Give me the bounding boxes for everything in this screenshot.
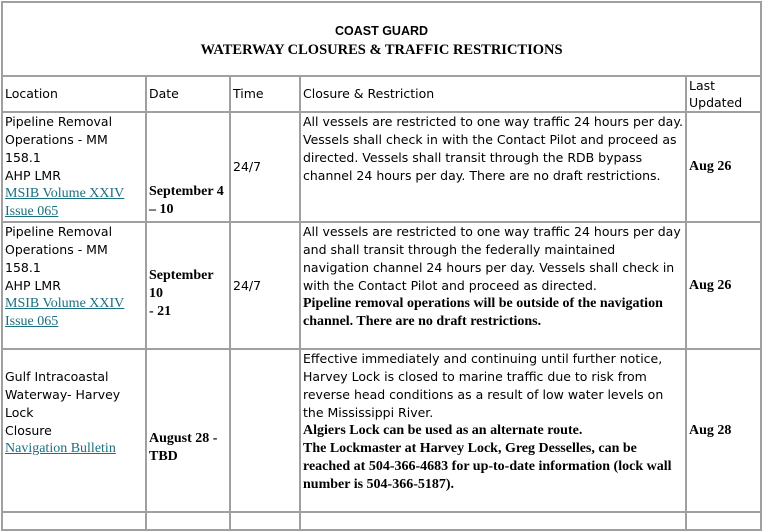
empty-row xyxy=(2,512,761,530)
date-line: TBD xyxy=(149,448,178,464)
location-line: AHP LMR xyxy=(5,278,61,293)
closure-cell xyxy=(300,349,686,512)
date-line: - 21 xyxy=(149,303,172,319)
date-line: – 10 xyxy=(149,202,174,217)
updated-cell: Aug 28 xyxy=(686,349,761,512)
column-header-date: Date xyxy=(146,76,230,112)
navigation-bulletin-link[interactable] xyxy=(5,440,143,458)
link-line: Issue 065 xyxy=(5,314,59,329)
link-line: Issue 065 xyxy=(5,204,59,219)
closure-text: Effective immediately and continuing until further notice, Harvey Lock is closed to marine traffic due to risk from reverse head conditions as a result of low water levels on the Mississippi River. xyxy=(303,351,664,420)
msib-link[interactable] xyxy=(5,295,143,331)
closure-text: All vessels are restricted to one way traffic 24 hours per day and shall transit through the federally maintained navigation channel 24 hours per day. Vessels shall check in with the Contact Pilot and proceed as directed. xyxy=(303,224,681,293)
date-line: August 28 - xyxy=(149,430,218,446)
closure-note: Pipeline removal operations will be outside of the navigation channel. There are no draft restrictions. xyxy=(303,296,663,329)
time-cell: 24/7 xyxy=(230,112,300,222)
column-header-updated-line2: Updated xyxy=(689,95,743,110)
date-cell xyxy=(146,222,230,349)
title-cell xyxy=(2,2,761,76)
time-cell xyxy=(230,349,300,512)
closure-contact: The Lockmaster at Harvey Lock, Greg Desselles, can be reached at 504-366-4683 for up-to-date information (lock wall number is 504-366-5187). xyxy=(303,441,672,492)
empty-cell xyxy=(146,512,230,530)
column-header-time: Time xyxy=(230,76,300,112)
time-cell: 24/7 xyxy=(230,222,300,349)
closures-table-container xyxy=(1,1,760,492)
updated-cell: Aug 26 xyxy=(686,112,761,222)
header-row xyxy=(2,76,761,112)
title-row xyxy=(2,2,761,76)
link-line: Navigation Bulletin xyxy=(5,441,116,456)
empty-cell xyxy=(300,512,686,530)
location-line: Pipeline Removal xyxy=(5,114,113,129)
column-header-closure: Closure & Restriction xyxy=(300,76,686,112)
link-line: MSIB Volume XXIV xyxy=(5,296,125,311)
updated-cell: Aug 26 xyxy=(686,222,761,349)
table-row xyxy=(2,112,761,222)
location-line: AHP LMR xyxy=(5,168,61,183)
location-line: Pipeline Removal xyxy=(5,224,113,239)
closure-note: Algiers Lock can be used as an alternate route. xyxy=(303,423,583,438)
closure-cell xyxy=(300,112,686,222)
closure-text: All vessels are restricted to one way traffic 24 hours per day. Vessels shall check in with the Contact Pilot and proceed as directed. Vessels shall transit through the RDB bypass channel 24 hours per day. There are no draft restrictions. xyxy=(303,114,683,183)
location-line: Operations - MM 158.1 xyxy=(5,242,108,275)
table-row xyxy=(2,222,761,349)
column-header-updated xyxy=(686,76,761,112)
date-cell xyxy=(146,112,230,222)
column-header-location: Location xyxy=(2,76,146,112)
page-title: WATERWAY CLOSURES & TRAFFIC RESTRICTIONS xyxy=(200,42,563,58)
location-line: Closure xyxy=(5,423,52,438)
msib-link[interactable] xyxy=(5,185,143,221)
closure-cell xyxy=(300,222,686,349)
date-cell xyxy=(146,349,230,512)
location-cell xyxy=(2,222,146,349)
column-header-updated-line1: Last xyxy=(689,78,716,93)
closures-table xyxy=(1,1,762,531)
table-row xyxy=(2,349,761,512)
org-heading: COAST GUARD xyxy=(334,24,429,38)
location-line: Gulf Intracoastal xyxy=(5,369,109,384)
empty-cell xyxy=(230,512,300,530)
empty-cell xyxy=(2,512,146,530)
location-line: Operations - MM 158.1 xyxy=(5,132,108,165)
empty-cell xyxy=(686,512,761,530)
location-line: Waterway- Harvey Lock xyxy=(5,387,121,420)
date-line: September 4 xyxy=(149,184,224,199)
location-cell xyxy=(2,112,146,222)
location-cell xyxy=(2,349,146,512)
link-line: MSIB Volume XXIV xyxy=(5,186,125,201)
date-line: September 10 xyxy=(149,267,214,301)
